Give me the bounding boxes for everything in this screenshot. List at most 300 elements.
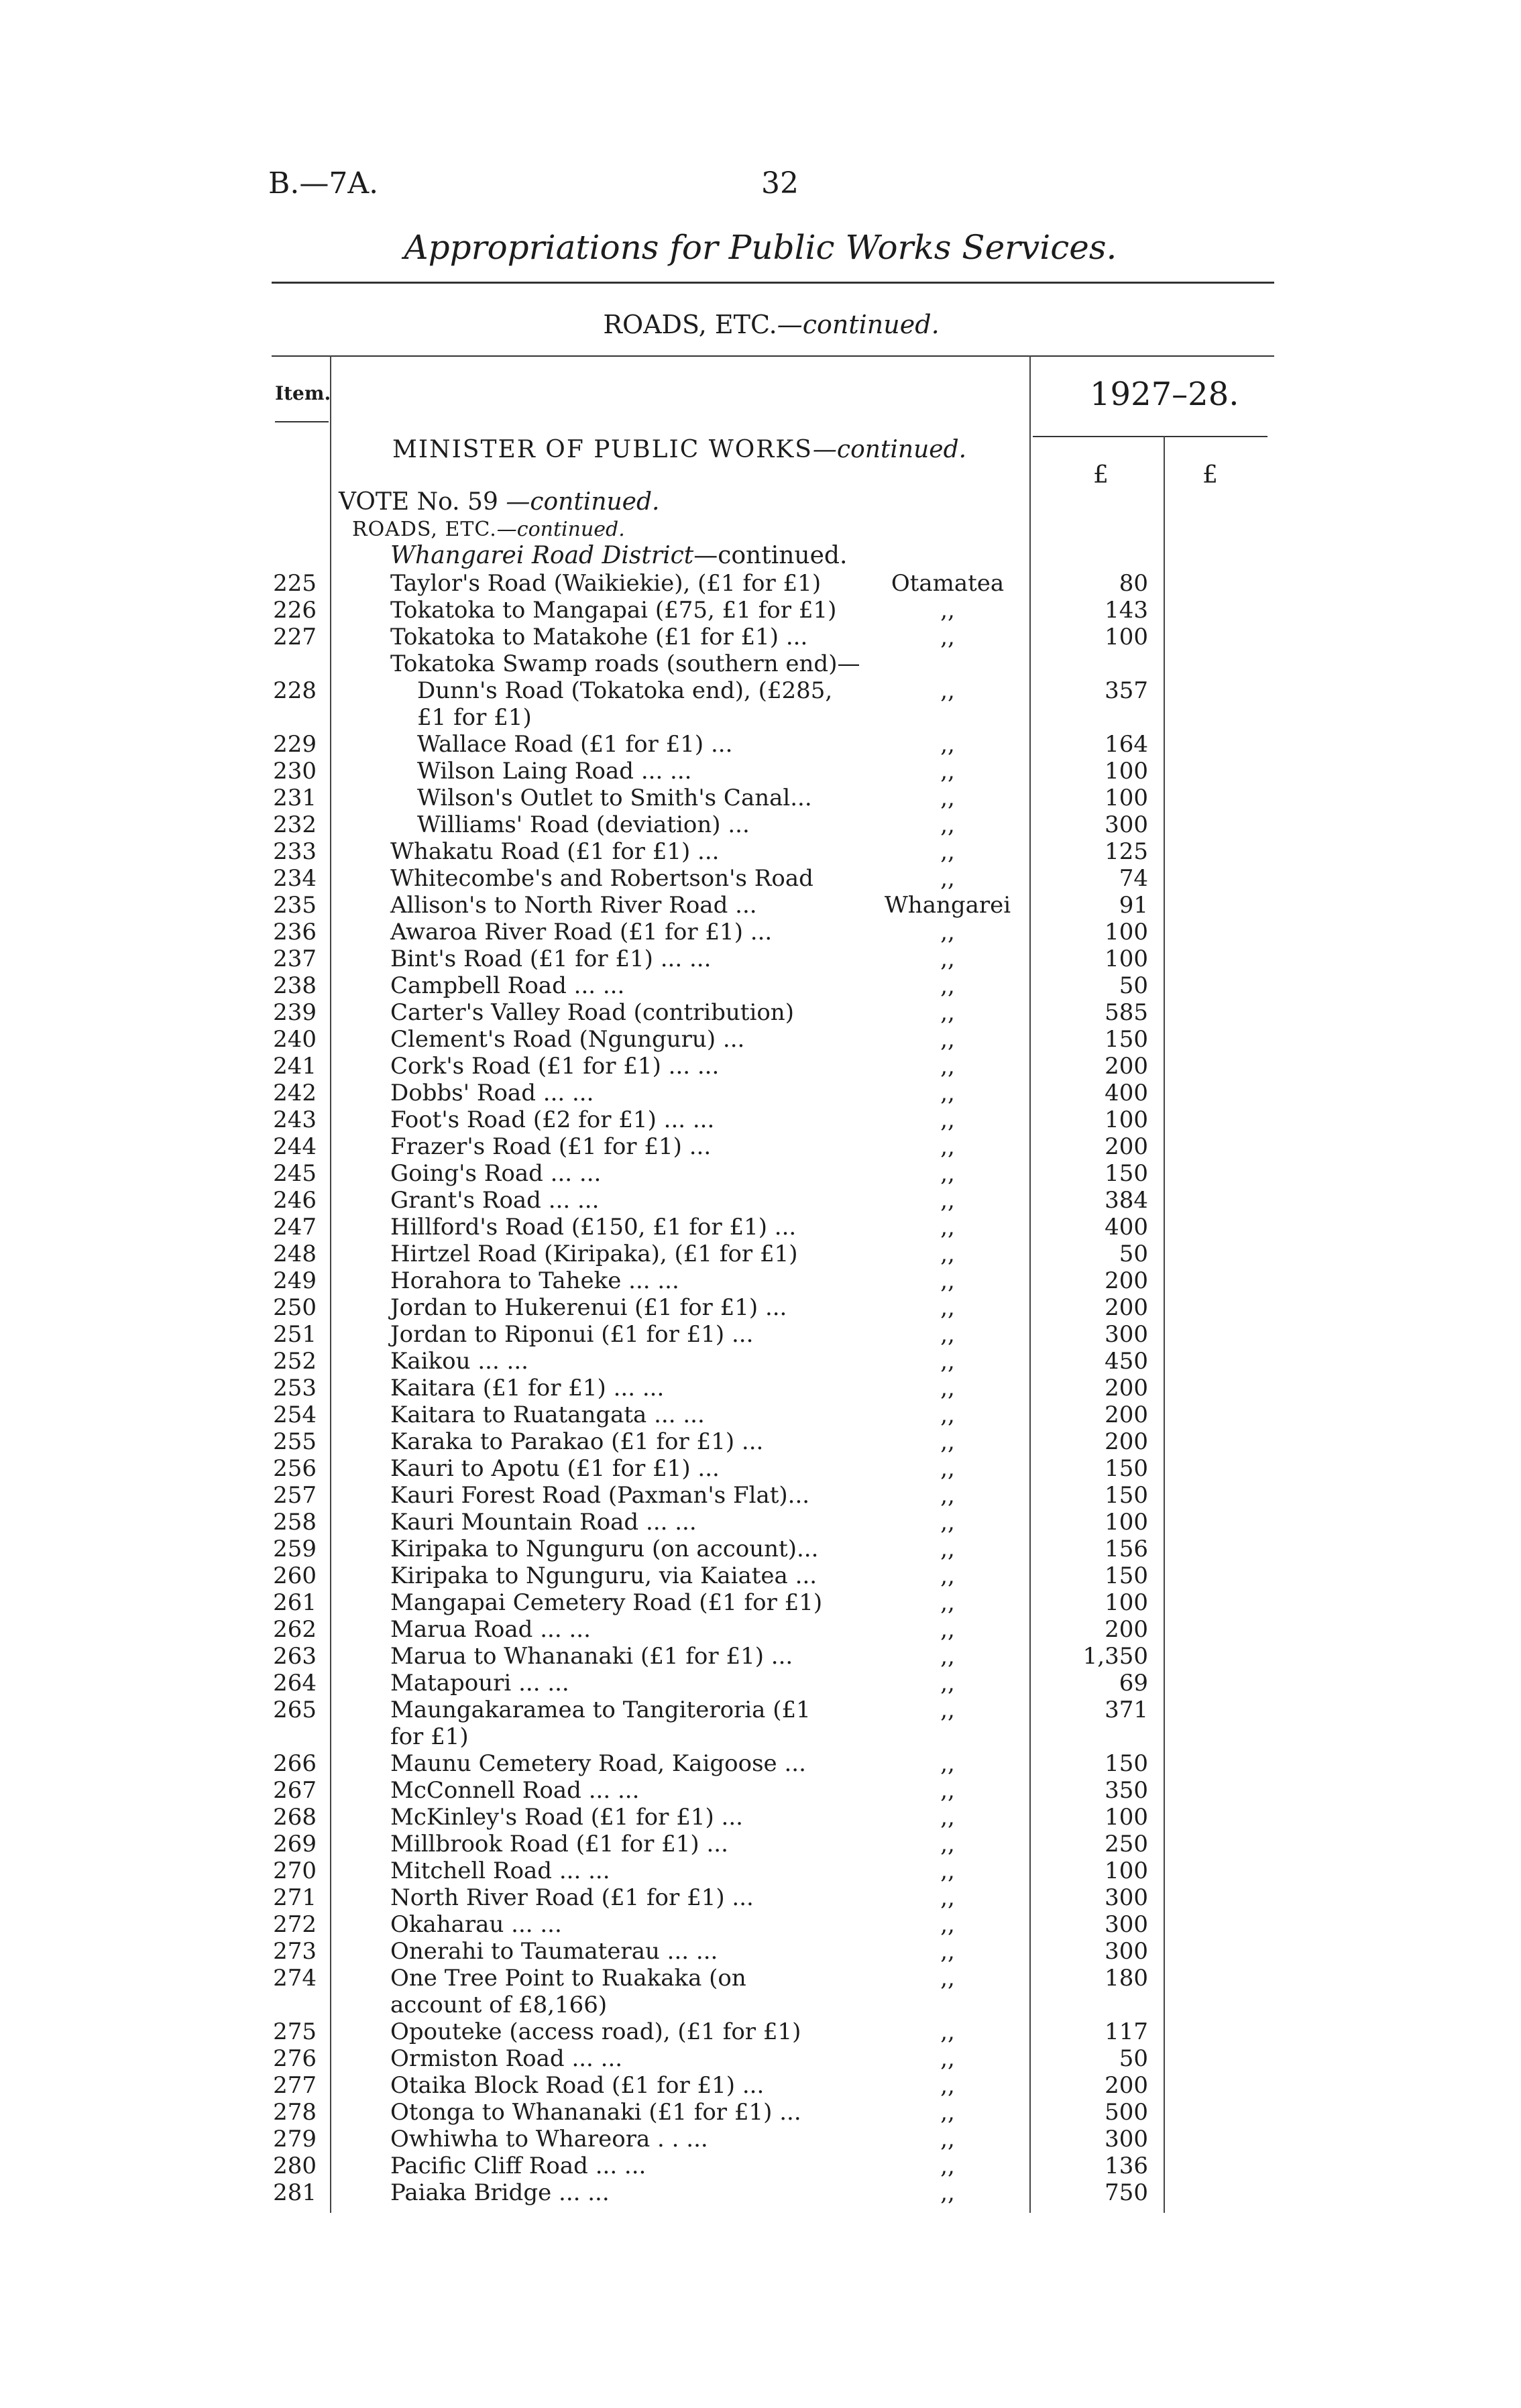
item-number: 232 <box>273 811 317 838</box>
item-number: 263 <box>273 1643 317 1670</box>
amount-value: 200 <box>1105 1267 1148 1294</box>
local-authority: ,, <box>940 2018 955 2045</box>
amount-value: 136 <box>1105 2153 1148 2179</box>
amount-value: 1,350 <box>1082 1643 1148 1670</box>
item-number: 274 <box>273 1965 317 1992</box>
item-column-header: Item. <box>275 382 331 404</box>
road-description: Frazer's Road (£1 for £1) ... <box>390 1133 712 1160</box>
amount-value: 200 <box>1105 1428 1148 1455</box>
amount-value: 200 <box>1105 1133 1148 1160</box>
item-number: 245 <box>273 1160 317 1187</box>
table-row <box>0 1187 1521 1214</box>
table-row <box>0 1911 1521 1938</box>
amount-value: 150 <box>1105 1482 1148 1509</box>
appropriations-table <box>0 570 1521 2206</box>
vote-heading: VOTE No. 59 —continued. <box>339 488 660 516</box>
amount-value: 357 <box>1105 677 1148 704</box>
road-description: Jordan to Riponui (£1 for £1) ... <box>390 1321 754 1348</box>
table-row <box>0 597 1521 624</box>
road-description: Carter's Valley Road (contribution) <box>390 999 794 1026</box>
table-row <box>0 1375 1521 1401</box>
amount-value: 300 <box>1105 1911 1148 1938</box>
local-authority: ,, <box>940 1831 955 1857</box>
item-number: 234 <box>273 865 317 892</box>
amount-value: 100 <box>1105 1509 1148 1536</box>
table-row <box>0 2126 1521 2153</box>
table-row <box>0 1616 1521 1643</box>
local-authority: ,, <box>940 1321 955 1348</box>
local-authority: ,, <box>940 597 955 624</box>
item-number: 280 <box>273 2153 317 2179</box>
table-row <box>0 1750 1521 1777</box>
table-row <box>0 1026 1521 1053</box>
road-description: Dobbs' Road ... ... <box>390 1080 594 1106</box>
item-number: 254 <box>273 1401 317 1428</box>
item-number: 246 <box>273 1187 317 1214</box>
roads-subheading: ROADS, ETC.—continued. <box>352 518 625 541</box>
road-description: Bint's Road (£1 for £1) ... ... <box>390 945 712 972</box>
table-row <box>0 945 1521 972</box>
year-column-header: 1927–28. <box>1090 376 1239 413</box>
local-authority: ,, <box>940 2153 955 2179</box>
table-row <box>0 1777 1521 1804</box>
local-authority: Otamatea <box>891 570 1005 597</box>
item-number: 229 <box>273 731 317 758</box>
local-authority: ,, <box>940 1938 955 1965</box>
amount-value: 150 <box>1105 1562 1148 1589</box>
table-row <box>0 811 1521 838</box>
item-number: 262 <box>273 1616 317 1643</box>
local-authority: ,, <box>940 1911 955 1938</box>
local-authority: ,, <box>940 731 955 758</box>
item-head-rule <box>275 421 329 422</box>
road-description: Owhiwha to Whareora . . ... <box>390 2126 708 2153</box>
table-row <box>0 999 1521 1026</box>
page-number: 32 <box>761 166 799 200</box>
item-number: 241 <box>273 1053 317 1080</box>
local-authority: ,, <box>940 1214 955 1241</box>
road-description: Hillford's Road (£150, £1 for £1) ... <box>390 1214 797 1241</box>
table-row <box>0 1804 1521 1831</box>
page-title: Appropriations for Public Works Services. <box>404 228 1117 267</box>
table-row <box>0 1214 1521 1241</box>
local-authority: ,, <box>940 1616 955 1643</box>
item-number: 266 <box>273 1750 317 1777</box>
table-row <box>0 1160 1521 1187</box>
item-number: 272 <box>273 1911 317 1938</box>
local-authority: ,, <box>940 1455 955 1482</box>
table-row <box>0 2153 1521 2179</box>
table-row <box>0 1697 1521 1750</box>
item-number: 270 <box>273 1857 317 1884</box>
table-row <box>0 1536 1521 1562</box>
road-description: Maunu Cemetery Road, Kaigoose ... <box>390 1750 806 1777</box>
amount-value: 74 <box>1119 865 1148 892</box>
road-description: Wilson Laing Road ... ... <box>417 758 692 785</box>
table-row <box>0 1965 1521 2018</box>
amount-value: 300 <box>1105 1938 1148 1965</box>
local-authority: ,, <box>940 1562 955 1589</box>
table-row <box>0 758 1521 785</box>
amount-value: 150 <box>1105 1750 1148 1777</box>
road-description: Paiaka Bridge ... ... <box>390 2179 610 2206</box>
local-authority: ,, <box>940 1697 955 1723</box>
item-number: 237 <box>273 945 317 972</box>
road-description: Kaitara to Ruatangata ... ... <box>390 1401 705 1428</box>
amount-value: 143 <box>1105 597 1148 624</box>
item-number: 276 <box>273 2045 317 2072</box>
table-row <box>0 2179 1521 2206</box>
local-authority: ,, <box>940 1241 955 1267</box>
amount-value: 300 <box>1105 811 1148 838</box>
item-number: 249 <box>273 1267 317 1294</box>
road-description: Whakatu Road (£1 for £1) ... <box>390 838 720 865</box>
item-number: 256 <box>273 1455 317 1482</box>
item-number: 281 <box>273 2179 317 2206</box>
road-description: McKinley's Road (£1 for £1) ... <box>390 1804 743 1831</box>
local-authority: ,, <box>940 999 955 1026</box>
local-authority: ,, <box>940 945 955 972</box>
table-row <box>0 2099 1521 2126</box>
amount-value: 250 <box>1105 1831 1148 1857</box>
item-number: 230 <box>273 758 317 785</box>
amount-value: 450 <box>1105 1348 1148 1375</box>
road-description: Clement's Road (Ngunguru) ... <box>390 1026 745 1053</box>
table-row <box>0 972 1521 999</box>
item-number: 264 <box>273 1670 317 1697</box>
road-description: Dunn's Road (Tokatoka end), (£285, £1 for £1) <box>417 677 833 731</box>
table-row <box>0 865 1521 892</box>
local-authority: ,, <box>940 1294 955 1321</box>
road-description: North River Road (£1 for £1) ... <box>390 1884 754 1911</box>
table-row <box>0 1670 1521 1697</box>
minister-heading: MINISTER OF PUBLIC WORKS—continued. <box>392 436 967 463</box>
table-row <box>0 1831 1521 1857</box>
item-number: 225 <box>273 570 317 597</box>
table-row <box>0 731 1521 758</box>
amount-value: 150 <box>1105 1455 1148 1482</box>
item-number: 259 <box>273 1536 317 1562</box>
local-authority: ,, <box>940 838 955 865</box>
road-description: Tokatoka to Mangapai (£75, £1 for £1) <box>390 597 837 624</box>
road-description: Awaroa River Road (£1 for £1) ... <box>390 919 773 945</box>
table-row <box>0 1884 1521 1911</box>
amount-value: 200 <box>1105 1294 1148 1321</box>
item-number: 227 <box>273 624 317 650</box>
table-row <box>0 2018 1521 2045</box>
table-row <box>0 1455 1521 1482</box>
table-row <box>0 2072 1521 2099</box>
local-authority: ,, <box>940 1267 955 1294</box>
amount-value: 100 <box>1105 624 1148 650</box>
item-number: 261 <box>273 1589 317 1616</box>
table-row <box>0 785 1521 811</box>
item-number: 248 <box>273 1241 317 1267</box>
local-authority: ,, <box>940 1106 955 1133</box>
local-authority: ,, <box>940 1160 955 1187</box>
amount-value: 69 <box>1119 1670 1148 1697</box>
road-description: Kiripaka to Ngunguru, via Kaiatea ... <box>390 1562 818 1589</box>
item-number: 252 <box>273 1348 317 1375</box>
local-authority: ,, <box>940 1536 955 1562</box>
table-row <box>0 1267 1521 1294</box>
item-number: 235 <box>273 892 317 919</box>
local-authority: ,, <box>940 972 955 999</box>
local-authority: ,, <box>940 2099 955 2126</box>
local-authority: ,, <box>940 1643 955 1670</box>
item-number: 271 <box>273 1884 317 1911</box>
amount-value: 400 <box>1105 1214 1148 1241</box>
amount-value: 300 <box>1105 1321 1148 1348</box>
road-description: Kauri Mountain Road ... ... <box>390 1509 697 1536</box>
road-description: Foot's Road (£2 for £1) ... ... <box>390 1106 715 1133</box>
local-authority: ,, <box>940 2126 955 2153</box>
amount-value: 750 <box>1105 2179 1148 2206</box>
road-description: Kauri Forest Road (Paxman's Flat)... <box>390 1482 810 1509</box>
local-authority: ,, <box>940 1670 955 1697</box>
table-row <box>0 1080 1521 1106</box>
amount-value: 350 <box>1105 1777 1148 1804</box>
local-authority: ,, <box>940 1509 955 1536</box>
road-description: Tokatoka to Matakohe (£1 for £1) ... <box>390 624 808 650</box>
amount-value: 50 <box>1119 972 1148 999</box>
amount-value: 150 <box>1105 1026 1148 1053</box>
local-authority: ,, <box>940 758 955 785</box>
amount-value: 371 <box>1105 1697 1148 1723</box>
amount-value: 200 <box>1105 1616 1148 1643</box>
road-description: Horahora to Taheke ... ... <box>390 1267 679 1294</box>
item-number: 243 <box>273 1106 317 1133</box>
road-description: Onerahi to Taumaterau ... ... <box>390 1938 718 1965</box>
item-number: 267 <box>273 1777 317 1804</box>
road-description: Millbrook Road (£1 for £1) ... <box>390 1831 728 1857</box>
road-description: Kauri to Apotu (£1 for £1) ... <box>390 1455 720 1482</box>
amount-value: 50 <box>1119 1241 1148 1267</box>
amount-value: 100 <box>1105 1589 1148 1616</box>
item-number: 277 <box>273 2072 317 2099</box>
table-row <box>0 1482 1521 1509</box>
item-number: 233 <box>273 838 317 865</box>
amount-value: 117 <box>1105 2018 1148 2045</box>
road-description: Williams' Road (deviation) ... <box>417 811 750 838</box>
item-number: 265 <box>273 1697 317 1723</box>
local-authority: ,, <box>940 1053 955 1080</box>
road-description: Jordan to Hukerenui (£1 for £1) ... <box>390 1294 787 1321</box>
local-authority: ,, <box>940 1026 955 1053</box>
local-authority: ,, <box>940 1401 955 1428</box>
local-authority: ,, <box>940 677 955 704</box>
amount-value: 100 <box>1105 945 1148 972</box>
amount-value: 100 <box>1105 785 1148 811</box>
table-row <box>0 1589 1521 1616</box>
amount-value: 100 <box>1105 1106 1148 1133</box>
road-description: Marua to Whananaki (£1 for £1) ... <box>390 1643 793 1670</box>
road-description: One Tree Point to Ruakaka (on account of £8,166) <box>390 1965 746 2018</box>
local-authority: ,, <box>940 1133 955 1160</box>
amount-value: 100 <box>1105 758 1148 785</box>
road-description: Campbell Road ... ... <box>390 972 625 999</box>
local-authority: ,, <box>940 2072 955 2099</box>
local-authority: ,, <box>940 2045 955 2072</box>
local-authority: ,, <box>940 1348 955 1375</box>
section-heading: ROADS, ETC.—continued. <box>603 310 940 339</box>
amount-value: 125 <box>1105 838 1148 865</box>
document-reference: B.—7A. <box>268 166 379 200</box>
item-number: 226 <box>273 597 317 624</box>
item-number: 238 <box>273 972 317 999</box>
road-description: Grant's Road ... ... <box>390 1187 600 1214</box>
amount-value: 91 <box>1119 892 1148 919</box>
table-row <box>0 1509 1521 1536</box>
table-row <box>0 1428 1521 1455</box>
item-number: 242 <box>273 1080 317 1106</box>
local-authority: ,, <box>940 811 955 838</box>
table-top-rule <box>272 355 1274 357</box>
table-row <box>0 1133 1521 1160</box>
year-head-rule <box>1033 436 1268 437</box>
local-authority: ,, <box>940 919 955 945</box>
local-authority: ,, <box>940 1187 955 1214</box>
amount-value: 100 <box>1105 1804 1148 1831</box>
table-row <box>0 892 1521 919</box>
road-description: Otaika Block Road (£1 for £1) ... <box>390 2072 765 2099</box>
amount-value: 200 <box>1105 2072 1148 2099</box>
amount-value: 300 <box>1105 2126 1148 2153</box>
table-row <box>0 624 1521 650</box>
road-description: Wilson's Outlet to Smith's Canal... <box>417 785 812 811</box>
local-authority: ,, <box>940 1857 955 1884</box>
road-description: Opouteke (access road), (£1 for £1) <box>390 2018 801 2045</box>
item-number: 255 <box>273 1428 317 1455</box>
road-description: Ormiston Road ... ... <box>390 2045 623 2072</box>
road-description: Allison's to North River Road ... <box>390 892 757 919</box>
table-row <box>0 1294 1521 1321</box>
amount-value: 585 <box>1105 999 1148 1026</box>
table-row <box>0 1348 1521 1375</box>
item-number: 279 <box>273 2126 317 2153</box>
road-description: Kiripaka to Ngunguru (on account)... <box>390 1536 819 1562</box>
road-description: Otonga to Whananaki (£1 for £1) ... <box>390 2099 801 2126</box>
table-row <box>0 1053 1521 1080</box>
item-number: 251 <box>273 1321 317 1348</box>
table-row <box>0 838 1521 865</box>
amount-value: 200 <box>1105 1375 1148 1401</box>
local-authority: ,, <box>940 785 955 811</box>
table-row <box>0 2045 1521 2072</box>
local-authority: ,, <box>940 1884 955 1911</box>
amount-value: 300 <box>1105 1884 1148 1911</box>
item-number: 239 <box>273 999 317 1026</box>
item-number: 247 <box>273 1214 317 1241</box>
item-number: 250 <box>273 1294 317 1321</box>
district-heading: Whangarei Road District—continued. <box>390 542 848 569</box>
amount-value: 164 <box>1105 731 1148 758</box>
local-authority: ,, <box>940 1375 955 1401</box>
amount-value: 100 <box>1105 919 1148 945</box>
road-description: Whitecombe's and Robertson's Road <box>390 865 813 892</box>
local-authority: ,, <box>940 865 955 892</box>
road-description: Going's Road ... ... <box>390 1160 602 1187</box>
amount-value: 500 <box>1105 2099 1148 2126</box>
amount-value: 150 <box>1105 1160 1148 1187</box>
table-row <box>0 919 1521 945</box>
title-divider <box>272 282 1274 284</box>
item-number: 268 <box>273 1804 317 1831</box>
road-description: Karaka to Parakao (£1 for £1) ... <box>390 1428 764 1455</box>
item-number: 269 <box>273 1831 317 1857</box>
local-authority: ,, <box>940 2179 955 2206</box>
road-description: Taylor's Road (Waikiekie), (£1 for £1) <box>390 570 822 597</box>
road-description: Mangapai Cemetery Road (£1 for £1) <box>390 1589 823 1616</box>
item-number: 278 <box>273 2099 317 2126</box>
road-description: Wallace Road (£1 for £1) ... <box>417 731 733 758</box>
road-description: Tokatoka Swamp roads (southern end)— <box>390 650 860 677</box>
local-authority: ,, <box>940 1965 955 1992</box>
local-authority: Whangarei <box>884 892 1011 919</box>
item-number: 253 <box>273 1375 317 1401</box>
table-row <box>0 1857 1521 1884</box>
local-authority: ,, <box>940 1080 955 1106</box>
road-description: Mitchell Road ... ... <box>390 1857 610 1884</box>
item-number: 228 <box>273 677 317 704</box>
local-authority: ,, <box>940 624 955 650</box>
amount-value: 80 <box>1119 570 1148 597</box>
item-number: 258 <box>273 1509 317 1536</box>
currency-label-right: £ <box>1202 461 1218 489</box>
amount-value: 180 <box>1105 1965 1148 1992</box>
local-authority: ,, <box>940 1750 955 1777</box>
table-row <box>0 1562 1521 1589</box>
road-description: Marua Road ... ... <box>390 1616 591 1643</box>
item-number: 231 <box>273 785 317 811</box>
road-description: Kaitara (£1 for £1) ... ... <box>390 1375 665 1401</box>
road-description: Kaikou ... ... <box>390 1348 528 1375</box>
table-row <box>0 1106 1521 1133</box>
table-row <box>0 1401 1521 1428</box>
item-number: 275 <box>273 2018 317 2045</box>
amount-value: 50 <box>1119 2045 1148 2072</box>
table-row <box>0 1241 1521 1267</box>
amount-value: 384 <box>1105 1187 1148 1214</box>
item-number: 236 <box>273 919 317 945</box>
local-authority: ,, <box>940 1589 955 1616</box>
item-number: 240 <box>273 1026 317 1053</box>
table-row <box>0 677 1521 731</box>
item-number: 257 <box>273 1482 317 1509</box>
road-description: Okaharau ... ... <box>390 1911 562 1938</box>
road-description: McConnell Road ... ... <box>390 1777 640 1804</box>
local-authority: ,, <box>940 1804 955 1831</box>
amount-value: 156 <box>1105 1536 1148 1562</box>
table-row <box>0 1643 1521 1670</box>
item-number: 244 <box>273 1133 317 1160</box>
table-row <box>0 1938 1521 1965</box>
road-description: Maungakaramea to Tangiteroria (£1 for £1) <box>390 1697 811 1750</box>
road-description: Cork's Road (£1 for £1) ... ... <box>390 1053 720 1080</box>
road-description: Hirtzel Road (Kiripaka), (£1 for £1) <box>390 1241 798 1267</box>
local-authority: ,, <box>940 1777 955 1804</box>
item-number: 260 <box>273 1562 317 1589</box>
table-row <box>0 570 1521 597</box>
amount-value: 200 <box>1105 1053 1148 1080</box>
table-row <box>0 1321 1521 1348</box>
road-description: Matapouri ... ... <box>390 1670 569 1697</box>
currency-label-left: £ <box>1093 461 1109 489</box>
amount-value: 100 <box>1105 1857 1148 1884</box>
local-authority: ,, <box>940 1482 955 1509</box>
amount-value: 400 <box>1105 1080 1148 1106</box>
local-authority: ,, <box>940 1428 955 1455</box>
